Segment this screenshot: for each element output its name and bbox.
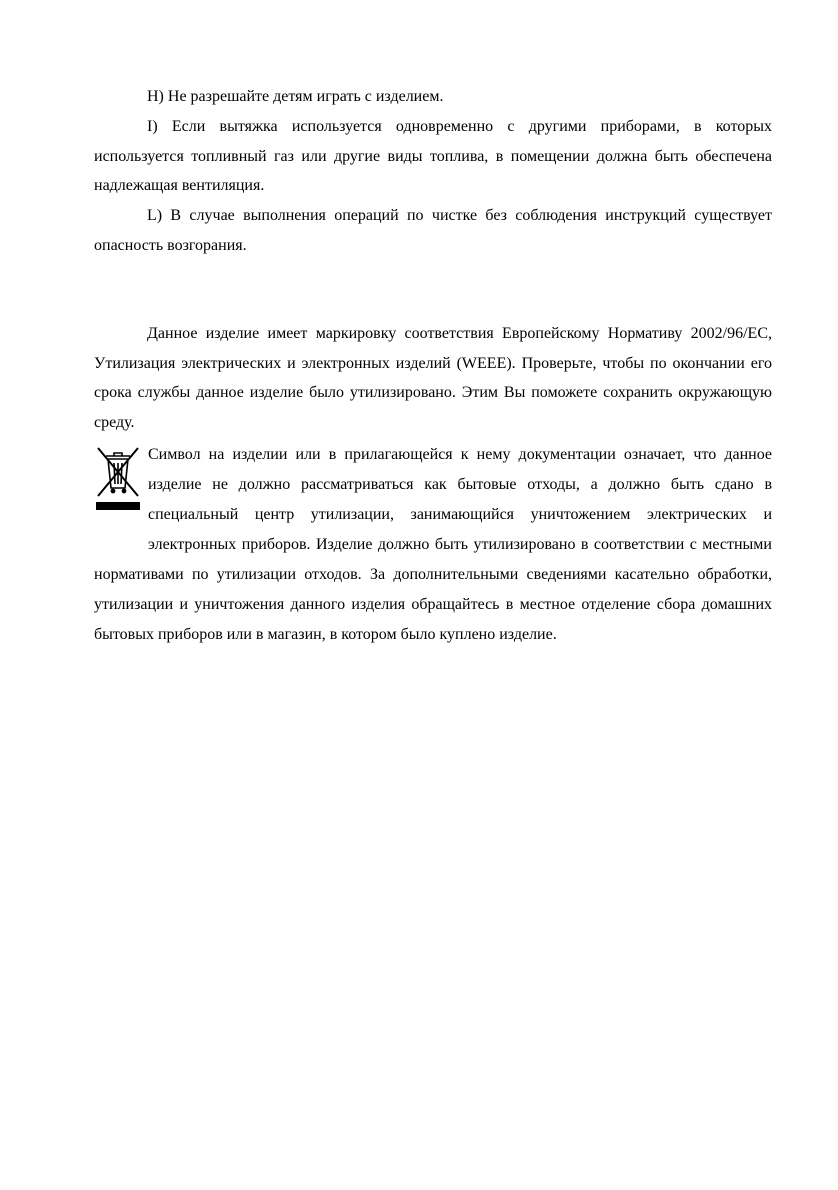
weee-symbol-section — [94, 440, 772, 650]
paragraph-weee-symbol: Символ на изделии или в прилагающейся к нему документации означает, что данное изделие не должно рассматриваться как бытовые отходы, а должно быть сдано в специальный центр утилизации, занимающийся уничтожением электрических и электронных приборов. Изделие должно быть утилизировано в соответствии с местными нормативами по утилизации отходов. За дополнительными сведениями касательно обработки, утилизации и уничтожения данного изделия обращайтесь в местное отделение сбора домашних бытовых приборов или в магазин, в котором было куплено изделие. — [94, 446, 772, 643]
paragraph-weee-intro: Данное изделие имеет маркировку соответствия Европейскому Нормативу 2002/96/EC, Утилизация электрических и электронных изделий (WEEE). Проверьте, чтобы по окончании его срока службы данное изделие было утилизировано. Этим Вы поможете сохранить окружающую среду. — [94, 325, 772, 431]
paragraph-l: L) В случае выполнения операций по чистке без соблюдения инструкций существует опасность возгорания. — [94, 207, 772, 254]
paragraph-h: H) Не разрешайте детям играть с изделием. — [147, 88, 444, 105]
crossed-out-wheelie-bin-icon — [94, 442, 144, 534]
paragraph-i: I) Если вытяжка используется одновременно с другими приборами, в которых используется топливный газ или другие виды топлива, в помещении должна быть обеспечена надлежащая вентиляция. — [94, 118, 772, 194]
